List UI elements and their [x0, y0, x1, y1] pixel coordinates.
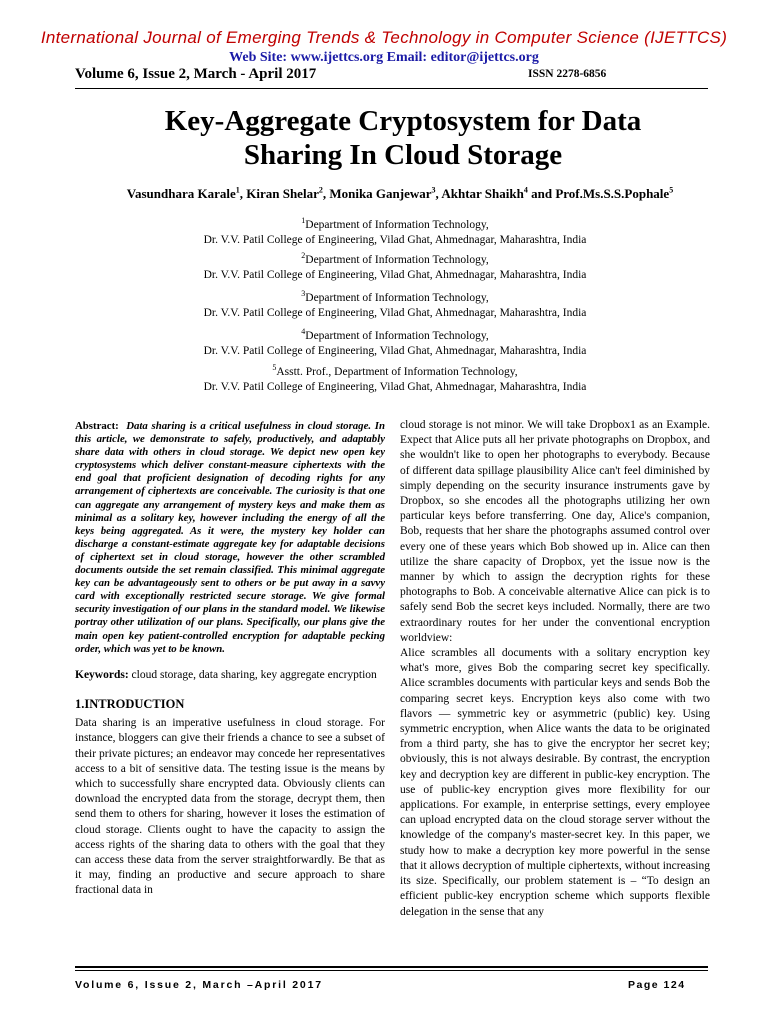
affiliation-college: Dr. V.V. Patil College of Engineering, Vilad Ghat, Ahmednagar, Maharashtra, India — [203, 345, 587, 357]
affiliation-sup: 3 — [301, 289, 306, 299]
author-sup: 2 — [318, 185, 323, 195]
title-line-1: Key-Aggregate Cryptosystem for Data — [164, 105, 642, 137]
header-rule — [75, 88, 708, 89]
affiliation-sup: 2 — [301, 251, 306, 261]
author-separator: and — [527, 186, 556, 201]
footer-rule — [75, 966, 708, 968]
affiliation-college: Dr. V.V. Patil College of Engineering, Vilad Ghat, Ahmednagar, Maharashtra, India — [203, 307, 587, 319]
author-name: Prof.Ms.S.S.Pophale — [555, 186, 670, 201]
affiliation — [0, 365, 768, 395]
section-title: INTRODUCTION — [84, 696, 185, 711]
affiliation-dept: Department of Information Technology, — [305, 292, 489, 304]
author-sup: 4 — [523, 185, 528, 195]
page-number: Page 124 — [628, 979, 686, 991]
abstract-text: Data sharing is a critical usefulness in cloud storage. In this article, we demonstrate to safely, productively, and adaptably share data with others in cloud storage. We depict new open key cryptosystems which deliver constant-measure ciphertexts with the end goal that proficient designation of decoding rights for any arrangement of ciphertexts are conceivable. The curiosity is that one can aggregate any arrangement of mystery keys and make them as minimal as a solitary key, however including the energy of all the keys being aggregated. As it were, the mystery key holder can discharge a constant-estimate aggregate key for adaptable decisions of ciphertext set in cloud storage, however the other scrambled documents outside the set remain classified. This minimal aggregate key can be advantageously sent to others or be put away in a savvy card with exceptionally restricted secure storage. We give formal security investigation of our plans in the standard model. We likewise portray other utilization of our plans. Specifically, our plans give the main open key patient-controlled encryption for adaptable pecking order, which was yet to be known. — [75, 420, 385, 655]
affiliation-sup: 1 — [301, 216, 306, 226]
keywords-label: Keywords: — [75, 668, 129, 681]
author-separator: , — [435, 186, 442, 201]
abstract — [75, 420, 385, 656]
body-paragraph: cloud storage is not minor. We will take Dropbox1 as an Example. Expect that Alice puts all her private photographs on Dropbox, and she wouldn't like to open her photographs to everybody. Because of different data spillage plausibility Alice can't feel diminished by simply depending on the security insurance instruments gave by Dropbox, so she encodes all the photographs utilizing her own particular keys before transferring. One day, Alice's companion, Bob, requests that her share the photographs assumed control over every one of these years which Bob showed up in. Alice can then utilize the share capacity of Dropbox, yet the issue now is the manner by which to assign the decryption rights for these photographs to Bob. A conceivable alternative Alice can pick is to safely send Bob the secret keys included. Normally, there are two extraordinary routes for her under the conventional encryption worldview: — [400, 419, 710, 644]
affiliation-sup: 5 — [272, 363, 277, 373]
affiliation-sup: 4 — [301, 327, 306, 337]
author-separator: , — [239, 186, 247, 201]
author-name: Kiran Shelar — [246, 186, 319, 201]
volume-info: Volume 6, Issue 2, March - April 2017 — [75, 66, 317, 82]
affiliation-college: Dr. V.V. Patil College of Engineering, Vilad Ghat, Ahmednagar, Maharashtra, India — [203, 234, 587, 246]
affiliation-dept: Asstt. Prof., Department of Information Technology, — [276, 366, 518, 378]
footer-rule-thin — [75, 970, 708, 971]
author-sup: 1 — [235, 185, 240, 195]
author-list — [0, 186, 768, 202]
affiliation-dept: Department of Information Technology, — [305, 219, 489, 231]
author-name: Vasundhara Karale — [126, 186, 236, 201]
affiliation-dept: Department of Information Technology, — [305, 330, 489, 342]
affiliation — [0, 218, 768, 248]
journal-name: International Journal of Emerging Trends & Technology in Computer Science (IJETTCS) — [40, 28, 728, 47]
abstract-label: Abstract: — [75, 420, 119, 432]
author-name: Akhtar Shaikh — [441, 186, 524, 201]
paper-title — [0, 104, 768, 172]
affiliation — [0, 253, 768, 283]
right-column — [400, 418, 710, 920]
section-number: 1. — [75, 696, 85, 711]
keywords — [75, 668, 385, 683]
affiliation — [0, 291, 768, 321]
intro-paragraph: Data sharing is an imperative usefulness in cloud storage. For instance, bloggers can give their friends a chance to see a subset of their private pictures; an endeavor may concede her representatives access to a bit of sensitive data. The testing issue is the means by which to successfully share encrypted data. Obviously clients can download the encrypted data from the storage, decrypt them, then send them to others for sharing, however it loses the estimation of cloud storage. Clients ought to have the capacity to assign the access rights of the sharing data to others with the goal that they can access these data from the server straightforwardly. Be that as it may, finding an productive and secure approach to share fractional data in — [75, 717, 385, 897]
keywords-text: cloud storage, data sharing, key aggregate encryption — [131, 668, 377, 681]
author-sup: 5 — [669, 185, 674, 195]
author-separator: , — [322, 186, 330, 201]
affiliation-dept: Department of Information Technology, — [305, 254, 489, 266]
author-name: Monika Ganjewar — [329, 186, 432, 201]
affiliation — [0, 329, 768, 359]
journal-website: Web Site: www.ijettcs.org Email: editor@ijettcs.org — [229, 50, 539, 65]
affiliation-college: Dr. V.V. Patil College of Engineering, Vilad Ghat, Ahmednagar, Maharashtra, India — [203, 269, 587, 281]
issn: ISSN 2278-6856 — [528, 68, 607, 80]
footer-volume: Volume 6, Issue 2, March –April 2017 — [75, 979, 323, 991]
body-paragraph: Alice scrambles all documents with a solitary encryption key what's more, gives Bob the comparing secret key specifically. Alice scrambles documents with particular keys and sends Bob the comparing secret keys. Encryption keys also come with two flavors — symmetric key or asymmetric (public) key. Using symmetric encryption, when Alice wants the data to be originated from a third party, she has to give the encryptor her secret key; obviously, this is not always desirable. By contrast, the encryption key and decryption key are different in public-key encryption. The use of public-key encryption gives more flexibility for our applications. For example, in enterprise settings, every employee can upload encrypted data on the cloud storage server without the knowledge of the company's master-secret key. In this paper, we study how to make a decryption key more powerful in the sense that it allows decryption of multiple ciphertexts, without increasing its size. Specifically, our problem statement is – “To design an efficient public-key encryption scheme which supports flexible delegation in the sense that any — [400, 647, 710, 918]
author-sup: 3 — [431, 185, 436, 195]
title-line-2: Sharing In Cloud Storage — [243, 139, 563, 171]
section-heading — [75, 697, 385, 712]
left-column — [75, 420, 385, 899]
affiliation-college: Dr. V.V. Patil College of Engineering, Vilad Ghat, Ahmednagar, Maharashtra, India — [203, 381, 587, 393]
